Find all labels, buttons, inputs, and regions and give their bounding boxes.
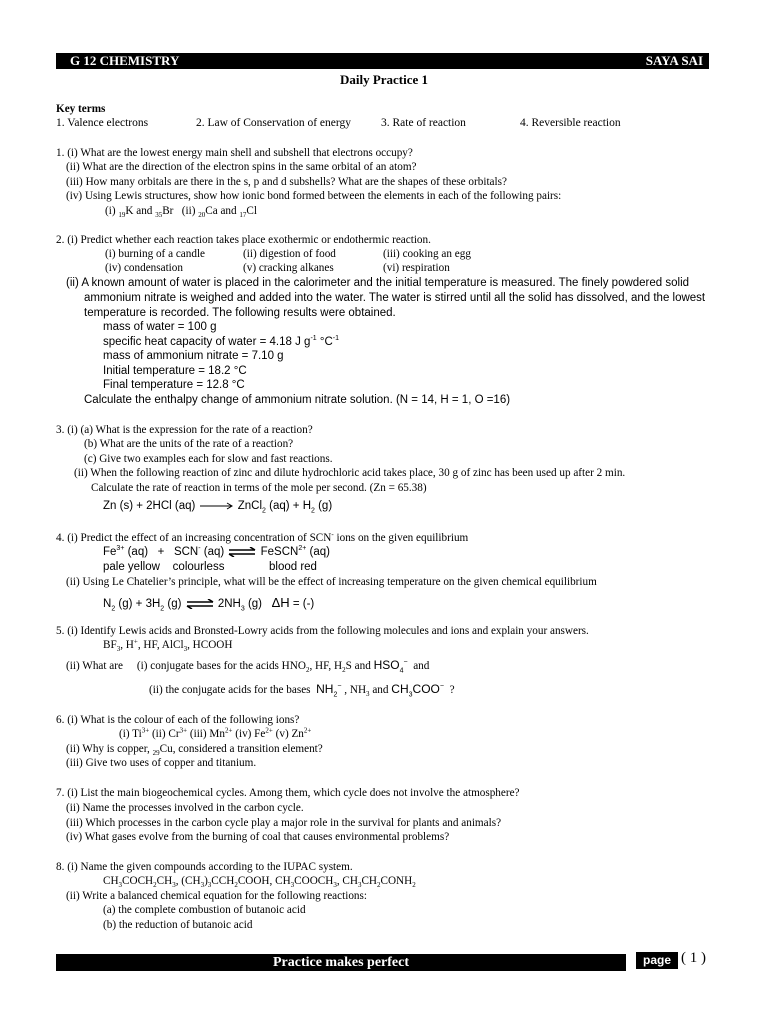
q1-line-4: (iv) Using Lewis structures, show how ionic bond formed between the elements in each of the following pairs:: [66, 190, 562, 202]
q2-para-3: temperature is recorded. The following results were obtained.: [84, 307, 396, 319]
q4-line-1: 4. (i) Predict the effect of an increasing concentration of SCN- ions on the given equilibrium: [56, 530, 469, 544]
q7-line-1: 7. (i) List the main biogeochemical cycles. Among them, which cycle does not involve the atmosphere?: [56, 787, 520, 799]
q6-ions: (i) $Ti^{3+}$ (ii) $Cr^{3+}$ (iii) $Mn^{2+}$ (iv) $Fe^{2+}$ (v) $Zn^{2+}$: [119, 726, 312, 740]
q2-line-1: 2. (i) Predict whether each reaction takes place exothermic or endothermic reaction.: [56, 234, 431, 246]
key-term-2: 2. Law of Conservation of energy: [196, 117, 351, 129]
q1-line-2: (ii) What are the direction of the electron spins in the same orbital of an atom?: [66, 161, 417, 173]
q2-option-1: (i) burning of a candle: [105, 248, 206, 260]
q3-line-1: 3. (i) (a) What is the expression for the rate of a reaction?: [56, 424, 313, 436]
q8-line-4: (a) the complete combustion of butanoic acid: [103, 904, 306, 916]
q3-line-3: (c) Give two examples each for slow and fast reactions.: [84, 453, 333, 465]
q2-para-2: ammonium nitrate is weighed and added into the water. The water is stirred until all the solid has dissolved, and the lowest: [84, 292, 706, 304]
q2-para-1: (ii) A known amount of water is placed in the calorimeter and the initial temperature is measured. The finely powdered solid: [66, 277, 690, 289]
q7-line-4: (iv) What gases evolve from the burning of coal that causes environmental problems?: [66, 831, 450, 843]
q6-line-4: (iii) Give two uses of copper and titanium.: [66, 757, 257, 769]
q2-data-1: mass of water = 100 g: [103, 321, 217, 333]
equilibrium-arrow-icon: [185, 599, 215, 609]
q4-colours: pale yellow colourless: [103, 561, 225, 573]
q5-line-1: 5. (i) Identify Lewis acids and Bronsted-Lowry acids from the following molecules and ions and explain your answers.: [56, 625, 589, 637]
q1-line-1: 1. (i) What are the lowest energy main shell and subshell that electrons occupy?: [56, 147, 413, 159]
q8-compounds: $CH_3COCH_2CH_3$, $(CH_3)_3CCH_2COOH$, $CH_3COOCH_3$, $CH_3CH_2CONH_2$: [103, 875, 416, 890]
q4-equation-2: $N_2$ $(g) + 3H_2$ (g) $2NH_3$ (g) ΔH = (-): [103, 595, 315, 613]
header-bar: [56, 53, 709, 69]
page-title: Daily Practice 1: [339, 72, 429, 87]
q5-list: $BF_3$, H+, HF, AlCl$_3$, HCOOH: [103, 637, 233, 654]
q3-line-4: (ii) When the following reaction of zinc and dilute hydrochloric acid takes place, 30 g of zinc has been used up after 2 min.: [74, 467, 626, 479]
q2-option-3: (iii) cooking an egg: [383, 248, 471, 260]
q2-data-4: Initial temperature = 18.2 °C: [103, 365, 247, 377]
q2-option-4: (iv) condensation: [105, 262, 183, 274]
q8-line-1: 8. (i) Name the given compounds according to the IUPAC system.: [56, 861, 353, 873]
q4-colour-product: blood red: [269, 561, 317, 573]
q2-option-5: (v) cracking alkanes: [243, 262, 334, 274]
q5-line-4: (ii) the conjugate acids for the bases $NH_2^-$ , $NH_3$ and $CH_3COO^-$ ?: [149, 682, 455, 699]
q6-line-3: (ii) Why is copper, $_{29}$Cu, considered a transition element?: [66, 743, 323, 758]
q2-data-2: specific heat capacity of water = 4.18 J $g^{-1}$ $^\circ C^{-1}$: [103, 335, 340, 348]
q3-equation: Zn (s) + 2HCl (aq) ZnCl$_2$ $(aq) + H_2$ (g): [103, 500, 333, 515]
q1-pairs: (i) $_{19}$K and $_{35}$Br (ii) $_{20}$Ca and $_{17}$Cl: [105, 205, 257, 220]
q3-line-2: (b) What are the units of the rate of a reaction?: [84, 438, 294, 450]
page-label: page: [636, 952, 678, 969]
q2-data-5: Final temperature = 12.8 °C: [103, 379, 245, 391]
q1-line-3: (iii) How many orbitals are there in the s, p and d subshells? What are the shapes of these orbitals?: [66, 176, 507, 188]
reaction-arrow-icon: [199, 502, 235, 510]
footer-bar: Practice makes perfect: [56, 954, 626, 971]
page-number: ( 1 ): [681, 950, 706, 966]
q8-line-3: (ii) Write a balanced chemical equation for the following reactions:: [66, 890, 367, 902]
equilibrium-arrow-icon: [227, 547, 257, 557]
q4-equation: $Fe^{3+}$ (aq) + SCN- (aq) FeSCN$^{2+}$ (aq): [103, 545, 330, 558]
q7-line-3: (iii) Which processes in the carbon cycle play a major role in the survival for plants and animals?: [66, 817, 502, 829]
author-label: SAYA SAI: [645, 53, 703, 68]
q8-line-5: (b) the reduction of butanoic acid: [103, 919, 253, 931]
key-term-4: 4. Reversible reaction: [520, 117, 621, 129]
q2-data-3: mass of ammonium nitrate = 7.10 g: [103, 350, 284, 362]
key-term-1: 1. Valence electrons: [56, 117, 149, 129]
q4-line-4: (ii) Using Le Chatelier’s principle, what will be the effect of increasing temperature on the given chemical equilibrium: [66, 576, 597, 588]
key-terms-heading: Key terms: [56, 103, 106, 115]
q2-option-6: (vi) respiration: [383, 262, 450, 274]
q7-line-2: (ii) Name the processes involved in the carbon cycle.: [66, 802, 304, 814]
q2-calc: Calculate the enthalpy change of ammonium nitrate solution. (N = 14, H = 1, O =16): [84, 394, 511, 406]
q3-line-5: Calculate the rate of reaction in terms of the mole per second. (Zn = 65.38): [91, 482, 427, 494]
q6-line-1: 6. (i) What is the colour of each of the following ions?: [56, 714, 300, 726]
q2-option-2: (ii) digestion of food: [243, 248, 336, 260]
key-term-3: 3. Rate of reaction: [381, 117, 466, 129]
subject-label: G 12 CHEMISTRY: [70, 53, 180, 68]
q5-line-3: (ii) What are (i) conjugate bases for the acids $HNO_2$, HF, $H_2S$ and $HSO_4^-$ and: [66, 658, 430, 675]
